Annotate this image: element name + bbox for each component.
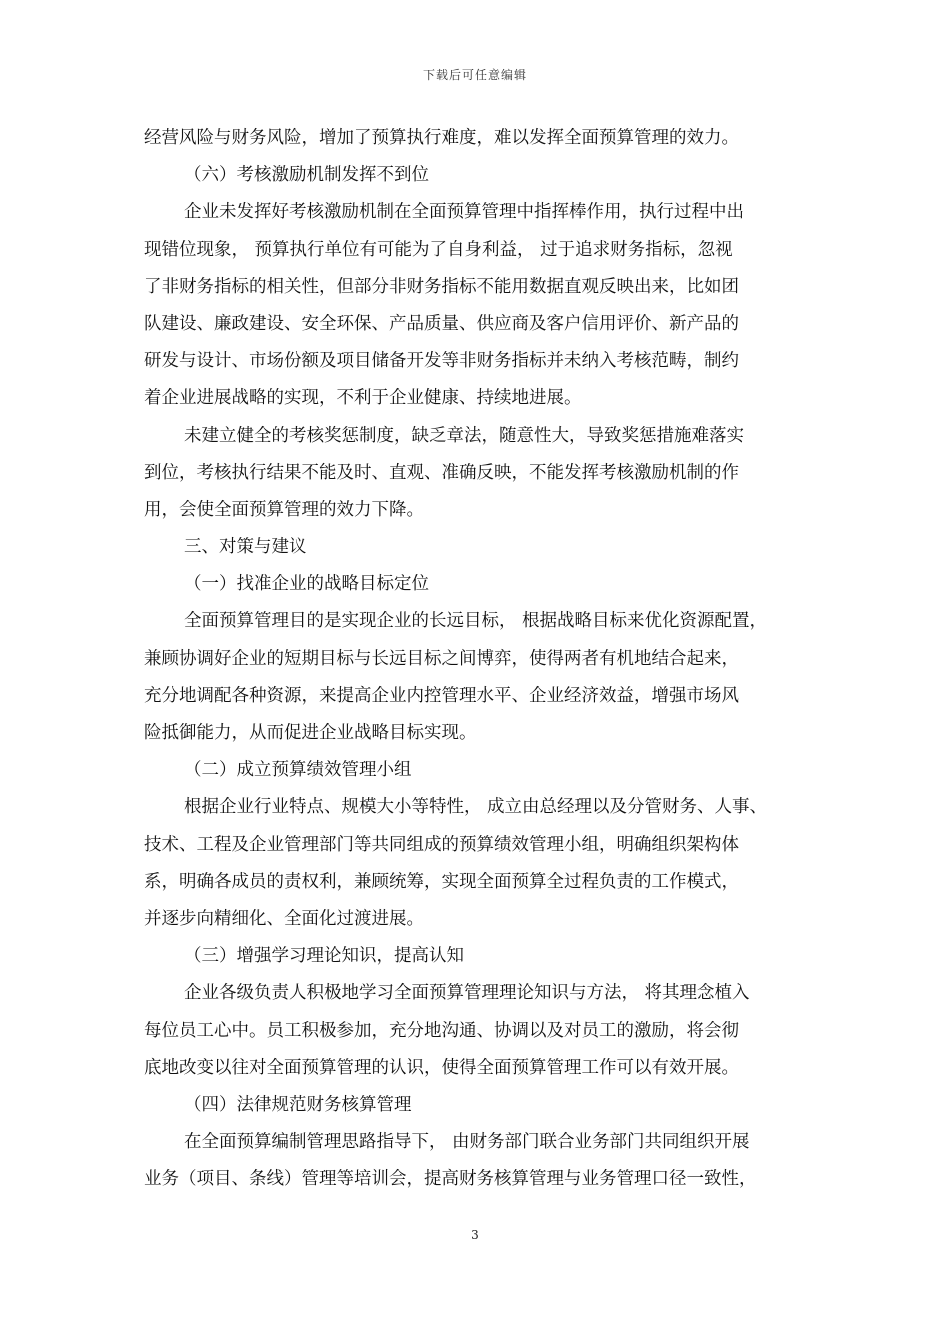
text-line: 了非财务指标的相关性，但部分非财务指标不能用数据直观反映出来，比如团 [144,276,739,297]
text-line: 到位，考核执行结果不能及时、直观、准确反映，不能发挥考核激励机制的作 [144,462,739,483]
text-line: 底地改变以往对全面预算管理的认识，使得全面预算管理工作可以有效开展。 [144,1057,739,1078]
text-line: 险抵御能力，从而促进企业战略目标实现。 [144,723,477,743]
text-line: 未建立健全的考核奖惩制度，缺乏章法，随意性大，导致奖惩措施难落实 [184,425,744,446]
text-line: 队建设、廉政建设、安全环保、产品质量、供应商及客户信用评价、新产品的 [144,313,739,334]
text-line: 企业各级负责人积极地学习全面预算管理理论知识与方法， 将其理念植入 [184,983,750,1004]
text-line: （三）增强学习理论知识，提高认知 [184,946,464,967]
text-line: 并逐步向精细化、全面化过渡进展。 [144,908,424,929]
text-line: 系，明确各成员的责权利，兼顾统筹，实现全面预算全过程负责的工作模式， [144,871,739,892]
text-line: 三、对策与建议 [184,537,307,558]
text-line: 在全面预算编制管理思路指导下， 由财务部门联合业务部门共同组织开展 [184,1132,750,1153]
text-line: （六）考核激励机制发挥不到位 [184,165,429,186]
text-line: （一）找准企业的战略目标定位 [184,574,429,595]
text-line: （二）成立预算绩效管理小组 [184,760,412,781]
text-line: 着企业进展战略的实现，不利于企业健康、持续地进展。 [144,388,582,409]
text-line: 业务（项目、条线）管理等培训会，提高财务核算管理与业务管理口径一致性， [144,1169,757,1190]
text-line: 技术、工程及企业管理部门等共同组成的预算绩效管理小组，明确组织架构体 [144,834,739,855]
text-line: 现错位现象， 预算执行单位有可能为了自身利益， 过于追求财务指标，忽视 [144,239,733,260]
page-number: 3 [471,1228,479,1242]
text-line: （四）法律规范财务核算管理 [184,1094,412,1115]
text-line: 每位员工心中。员工积极参加，充分地沟通、协调以及对员工的激励，将会彻 [144,1020,739,1041]
text-line: 经营风险与财务风险，增加了预算执行难度，难以发挥全面预算管理的效力。 [144,128,739,148]
text-line: 根据企业行业特点、规模大小等特性， 成立由总经理以及分管财务、人事、 [184,797,768,818]
text-line: 企业未发挥好考核激励机制在全面预算管理中指挥棒作用，执行过程中出 [184,202,744,223]
text-line: 兼顾协调好企业的短期目标与长远目标之间博弈，使得两者有机地结合起来， [144,648,739,669]
text-line: 全面预算管理目的是实现企业的长远目标， 根据战略目标来优化资源配置， [184,611,768,632]
text-line: 用，会使全面预算管理的效力下降。 [144,499,424,520]
page-header: 下载后可任意编辑 [422,68,527,82]
document-body [144,120,808,1198]
text-line: 研发与设计、市场份额及项目储备开发等非财务指标并未纳入考核范畴，制约 [144,351,739,372]
text-line: 充分地调配各种资源，来提高企业内控管理水平、企业经济效益，增强市场风 [144,685,739,706]
